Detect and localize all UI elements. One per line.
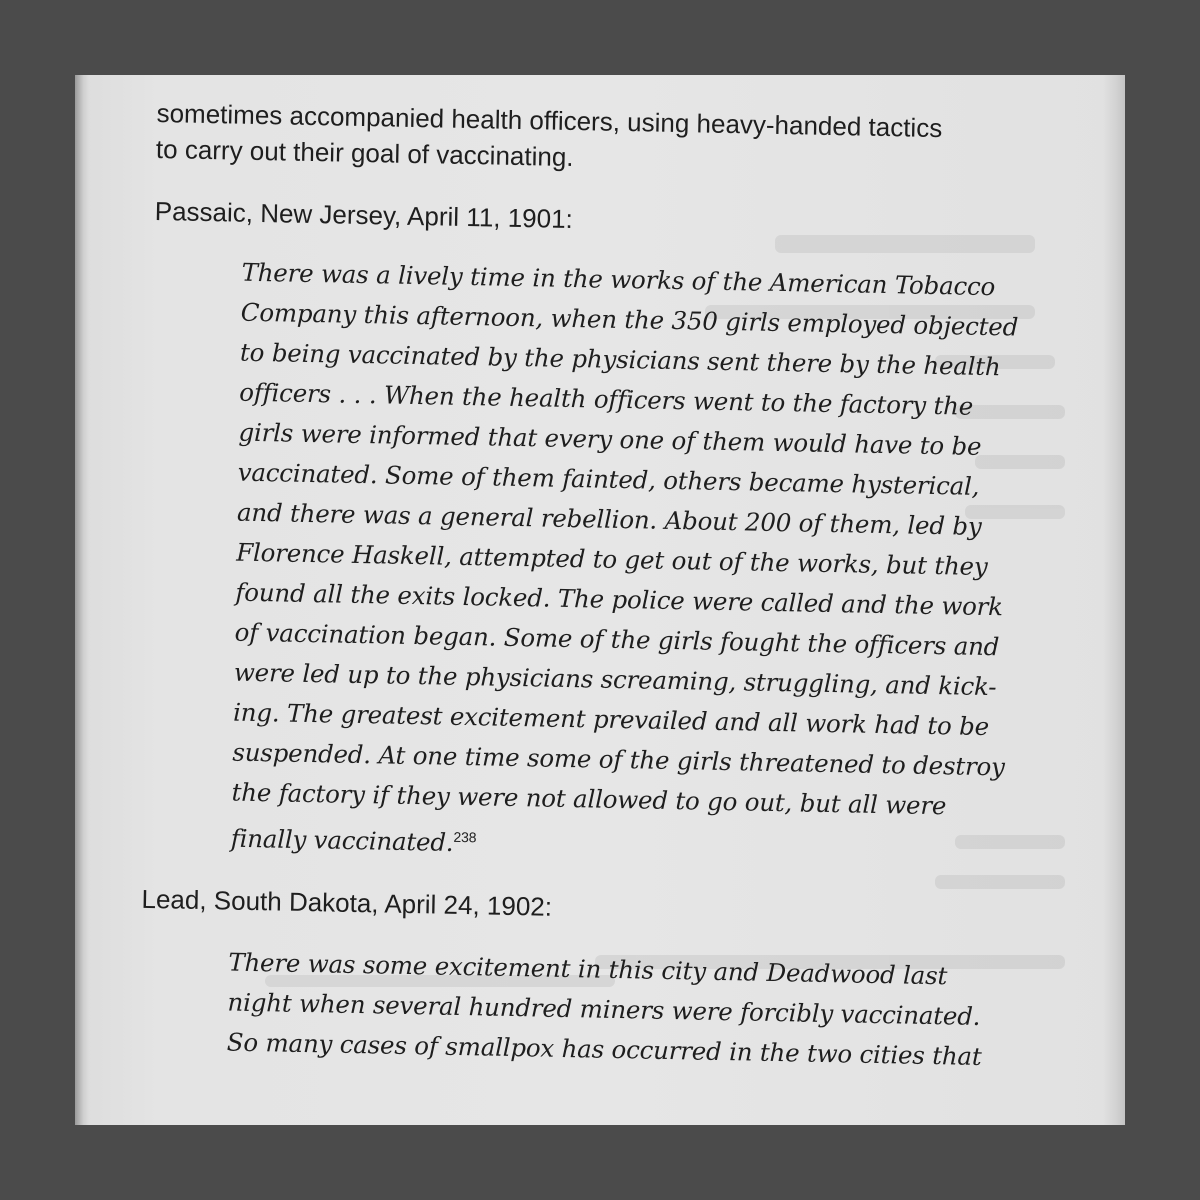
quote-line: There was some excitement in this city and Deadwood last — [228, 947, 948, 991]
quote-line: So many cases of smallpox has occurred in the two cities that — [226, 1027, 982, 1072]
quote-line: suspended. At one time some of the girls threatened to destroy — [232, 737, 1005, 782]
quote-line: officers . . . When the health officers went to the factory the — [239, 377, 974, 421]
quote-line: to being vaccinated by the physicians sent there by the health — [239, 337, 1001, 382]
quote-line: night when several hundred miners were forcibly vaccinated. — [227, 987, 981, 1032]
quote-line: vaccinated. Some of them fainted, others became hysterical, — [237, 457, 980, 501]
book-page-photo — [75, 75, 1125, 1125]
section-heading-passaic: Passaic, New Jersey, April 11, 1901: — [154, 195, 574, 235]
quote-line: of vaccination began. Some of the girls fought the officers and — [234, 617, 1000, 662]
quote-line-text: finally vaccinated. — [230, 823, 454, 857]
quote-line: Florence Haskell, attempted to get out of the works, but they — [235, 537, 988, 582]
page-edge — [1103, 75, 1125, 1125]
text-line: sometimes accompanied health officers, using heavy-handed tactics — [156, 97, 943, 144]
quote-line: the factory if they were not allowed to go out, but all were — [231, 777, 947, 821]
page-gutter-shadow — [75, 75, 89, 1125]
quote-line: found all the exits locked. The police were called and the work — [235, 577, 1004, 622]
section-heading-lead: Lead, South Dakota, April 24, 1902: — [141, 884, 553, 922]
text-line: to carry out their goal of vaccinating. — [155, 133, 574, 173]
blockquote-lead — [226, 943, 1040, 1079]
quote-line: and there was a general rebellion. About 200 of them, led by — [236, 497, 982, 541]
quote-line: There was a lively time in the works of the American Tobacco — [241, 257, 996, 302]
quote-line: girls were informed that every one of them would have to be — [238, 417, 982, 461]
quote-line: ing. The greatest excitement prevailed and all work had to be — [232, 697, 990, 742]
intro-paragraph — [156, 95, 1057, 184]
footnote-marker: 238 — [453, 828, 477, 846]
page-text — [138, 95, 1056, 1078]
quote-line: Company this afternoon, when the 350 girls employed objected — [240, 297, 1019, 342]
quote-line: were led up to the physicians screaming, struggling, and kick- — [233, 657, 997, 702]
blockquote-passaic — [230, 253, 1053, 875]
